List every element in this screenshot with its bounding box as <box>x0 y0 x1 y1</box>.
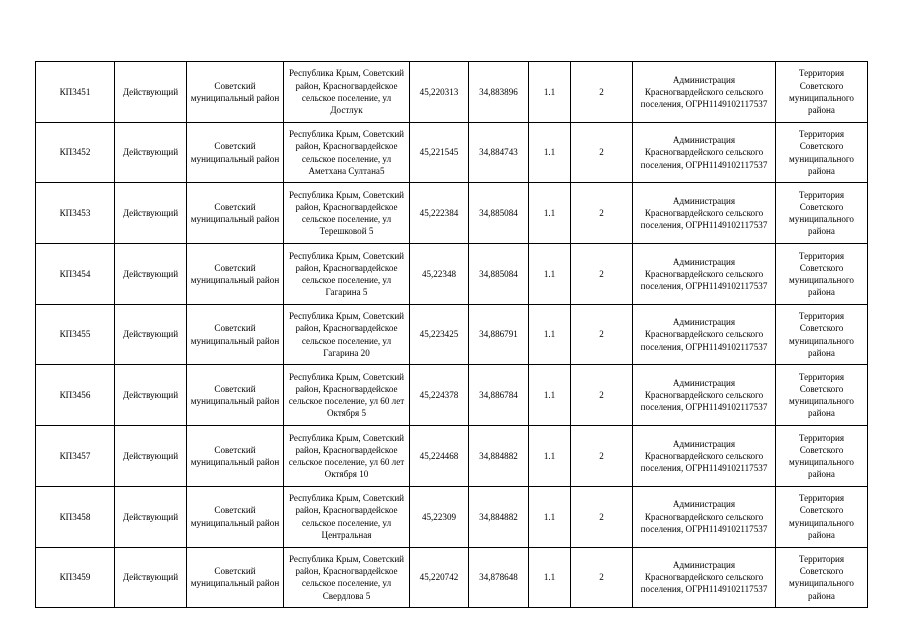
type-cell: 1.1 <box>529 122 571 183</box>
type-cell: 1.1 <box>529 62 571 123</box>
count-cell: 2 <box>571 486 633 547</box>
territory-cell: Территория Советского муниципального района <box>776 244 868 305</box>
latitude-cell: 45,222384 <box>410 183 469 244</box>
document-page <box>35 61 867 608</box>
latitude-cell: 45,221545 <box>410 122 469 183</box>
count-cell: 2 <box>571 365 633 426</box>
district-cell: Советский муниципальный район <box>187 365 284 426</box>
site-code-cell: КП3452 <box>36 122 115 183</box>
latitude-cell: 45,224468 <box>410 426 469 487</box>
owner-cell: Администрация Красногвардейского сельского поселения, ОГРН1149102117537 <box>633 365 776 426</box>
address-cell: Республика Крым, Советский район, Красногвардейское сельское поселение, ул Достлук <box>284 62 410 123</box>
district-cell: Советский муниципальный район <box>187 304 284 365</box>
owner-cell: Администрация Красногвардейского сельского поселения, ОГРН1149102117537 <box>633 62 776 123</box>
longitude-cell: 34,883896 <box>469 62 529 123</box>
address-cell: Республика Крым, Советский район, Красногвардейское сельское поселение, ул 60 лет Октября 5 <box>284 365 410 426</box>
owner-cell: Администрация Красногвардейского сельского поселения, ОГРН1149102117537 <box>633 486 776 547</box>
latitude-cell: 45,223425 <box>410 304 469 365</box>
district-cell: Советский муниципальный район <box>187 426 284 487</box>
site-code-cell: КП3453 <box>36 183 115 244</box>
district-cell: Советский муниципальный район <box>187 547 284 608</box>
status-cell: Действующий <box>115 183 187 244</box>
type-cell: 1.1 <box>529 183 571 244</box>
longitude-cell: 34,885084 <box>469 183 529 244</box>
count-cell: 2 <box>571 244 633 305</box>
site-code-cell: КП3457 <box>36 426 115 487</box>
table-row <box>36 486 868 547</box>
type-cell: 1.1 <box>529 365 571 426</box>
territory-cell: Территория Советского муниципального района <box>776 426 868 487</box>
status-cell: Действующий <box>115 304 187 365</box>
territory-cell: Территория Советского муниципального района <box>776 122 868 183</box>
latitude-cell: 45,22348 <box>410 244 469 305</box>
type-cell: 1.1 <box>529 486 571 547</box>
address-cell: Республика Крым, Советский район, Красногвардейское сельское поселение, ул Центральная <box>284 486 410 547</box>
table-row <box>36 244 868 305</box>
territory-cell: Территория Советского муниципального района <box>776 62 868 123</box>
status-cell: Действующий <box>115 486 187 547</box>
table-row <box>36 304 868 365</box>
count-cell: 2 <box>571 122 633 183</box>
longitude-cell: 34,878648 <box>469 547 529 608</box>
address-cell: Республика Крым, Советский район, Красногвардейское сельское поселение, ул Свердлова 5 <box>284 547 410 608</box>
type-cell: 1.1 <box>529 304 571 365</box>
site-code-cell: КП3455 <box>36 304 115 365</box>
latitude-cell: 45,220313 <box>410 62 469 123</box>
status-cell: Действующий <box>115 122 187 183</box>
district-cell: Советский муниципальный район <box>187 62 284 123</box>
status-cell: Действующий <box>115 365 187 426</box>
table-row <box>36 426 868 487</box>
count-cell: 2 <box>571 426 633 487</box>
address-cell: Республика Крым, Советский район, Красногвардейское сельское поселение, ул Терешковой 5 <box>284 183 410 244</box>
site-code-cell: КП3459 <box>36 547 115 608</box>
owner-cell: Администрация Красногвардейского сельского поселения, ОГРН1149102117537 <box>633 547 776 608</box>
count-cell: 2 <box>571 547 633 608</box>
territory-cell: Территория Советского муниципального района <box>776 365 868 426</box>
longitude-cell: 34,886784 <box>469 365 529 426</box>
count-cell: 2 <box>571 304 633 365</box>
table-row <box>36 547 868 608</box>
territory-cell: Территория Советского муниципального района <box>776 486 868 547</box>
longitude-cell: 34,884882 <box>469 426 529 487</box>
latitude-cell: 45,224378 <box>410 365 469 426</box>
count-cell: 2 <box>571 183 633 244</box>
container-sites-table <box>35 61 868 608</box>
district-cell: Советский муниципальный район <box>187 122 284 183</box>
owner-cell: Администрация Красногвардейского сельского поселения, ОГРН1149102117537 <box>633 122 776 183</box>
longitude-cell: 34,885084 <box>469 244 529 305</box>
table-row <box>36 183 868 244</box>
address-cell: Республика Крым, Советский район, Красногвардейское сельское поселение, ул Гагарина 5 <box>284 244 410 305</box>
address-cell: Республика Крым, Советский район, Красногвардейское сельское поселение, ул 60 лет Октября 10 <box>284 426 410 487</box>
status-cell: Действующий <box>115 62 187 123</box>
count-cell: 2 <box>571 62 633 123</box>
table-row <box>36 122 868 183</box>
site-code-cell: КП3456 <box>36 365 115 426</box>
owner-cell: Администрация Красногвардейского сельского поселения, ОГРН1149102117537 <box>633 183 776 244</box>
owner-cell: Администрация Красногвардейского сельского поселения, ОГРН1149102117537 <box>633 244 776 305</box>
type-cell: 1.1 <box>529 547 571 608</box>
type-cell: 1.1 <box>529 426 571 487</box>
territory-cell: Территория Советского муниципального района <box>776 304 868 365</box>
type-cell: 1.1 <box>529 244 571 305</box>
site-code-cell: КП3451 <box>36 62 115 123</box>
table-body <box>36 62 868 608</box>
longitude-cell: 34,886791 <box>469 304 529 365</box>
territory-cell: Территория Советского муниципального района <box>776 183 868 244</box>
district-cell: Советский муниципальный район <box>187 486 284 547</box>
table-row <box>36 365 868 426</box>
owner-cell: Администрация Красногвардейского сельского поселения, ОГРН1149102117537 <box>633 304 776 365</box>
latitude-cell: 45,22309 <box>410 486 469 547</box>
longitude-cell: 34,884743 <box>469 122 529 183</box>
address-cell: Республика Крым, Советский район, Красногвардейское сельское поселение, ул Гагарина 20 <box>284 304 410 365</box>
status-cell: Действующий <box>115 426 187 487</box>
district-cell: Советский муниципальный район <box>187 244 284 305</box>
owner-cell: Администрация Красногвардейского сельского поселения, ОГРН1149102117537 <box>633 426 776 487</box>
address-cell: Республика Крым, Советский район, Красногвардейское сельское поселение, ул Аметхана Султана5 <box>284 122 410 183</box>
district-cell: Советский муниципальный район <box>187 183 284 244</box>
longitude-cell: 34,884882 <box>469 486 529 547</box>
site-code-cell: КП3454 <box>36 244 115 305</box>
table-row <box>36 62 868 123</box>
status-cell: Действующий <box>115 244 187 305</box>
status-cell: Действующий <box>115 547 187 608</box>
territory-cell: Территория Советского муниципального района <box>776 547 868 608</box>
latitude-cell: 45,220742 <box>410 547 469 608</box>
site-code-cell: КП3458 <box>36 486 115 547</box>
